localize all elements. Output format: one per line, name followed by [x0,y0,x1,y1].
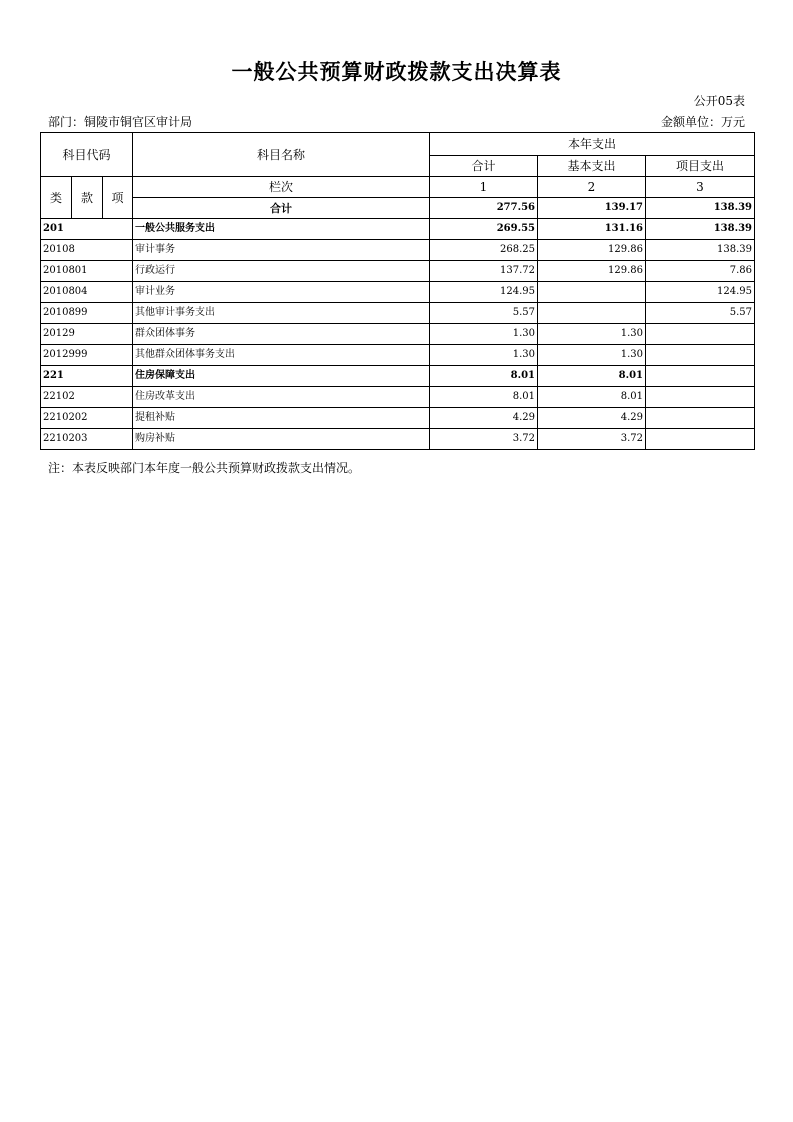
basic-cell: 8.01 [538,366,646,387]
total-row-project: 138.39 [646,198,755,219]
project-cell [646,387,755,408]
basic-cell: 131.16 [538,219,646,240]
basic-cell: 1.30 [538,345,646,366]
table-row [41,429,755,450]
subject-name-cell: 住房改革支出 [133,387,430,408]
header-row-1 [41,133,755,156]
subject-name-cell: 其他群众团体事务支出 [133,345,430,366]
total-row-label: 合计 [133,198,430,219]
total-cell: 268.25 [430,240,538,261]
subject-code-header: 科目代码 [41,133,133,177]
total-cell: 269.55 [430,219,538,240]
current-year-header: 本年支出 [430,133,755,156]
xiang-header: 项 [103,177,133,219]
basic-cell [538,303,646,324]
total-row-total: 277.56 [430,198,538,219]
total-cell: 5.57 [430,303,538,324]
subject-code-cell: 221 [41,366,133,387]
table-row [41,408,755,429]
subject-code-cell: 20129 [41,324,133,345]
basic-cell: 3.72 [538,429,646,450]
table-note: 注：本表反映部门本年度一般公共预算财政拨款支出情况。 [48,461,361,475]
department-label: 部门：铜陵市铜官区审计局 [48,115,193,129]
table-row [41,324,755,345]
table-row [41,303,755,324]
basic-cell: 8.01 [538,387,646,408]
subject-code-cell: 2010899 [41,303,133,324]
kuan-header: 款 [72,177,103,219]
total-cell: 124.95 [430,282,538,303]
table-row [41,261,755,282]
project-cell [646,345,755,366]
subject-code-cell: 2010801 [41,261,133,282]
project-cell: 138.39 [646,240,755,261]
subject-code-cell: 2012999 [41,345,133,366]
subject-name-cell: 其他审计事务支出 [133,303,430,324]
total-cell: 1.30 [430,345,538,366]
total-cell: 3.72 [430,429,538,450]
table-row [41,366,755,387]
col1-header: 1 [430,177,538,198]
table-row [41,282,755,303]
amount-unit-label: 金额单位：万元 [660,115,745,129]
table-row [41,219,755,240]
project-cell: 138.39 [646,219,755,240]
column-label-header: 栏次 [133,177,430,198]
subject-code-cell: 2210203 [41,429,133,450]
subject-code-cell: 2010804 [41,282,133,303]
page-title: 一般公共预算财政拨款支出决算表 [231,60,562,84]
total-cell: 1.30 [430,324,538,345]
project-header: 项目支出 [646,156,755,177]
project-cell [646,429,755,450]
table-row [41,345,755,366]
subject-name-cell: 行政运行 [133,261,430,282]
subject-name-cell: 提租补贴 [133,408,430,429]
basic-cell: 4.29 [538,408,646,429]
subject-name-cell: 购房补贴 [133,429,430,450]
table-row [41,387,755,408]
basic-cell: 129.86 [538,240,646,261]
project-cell: 124.95 [646,282,755,303]
header-row-3 [41,177,755,198]
subject-name-cell: 住房保障支出 [133,366,430,387]
project-cell [646,366,755,387]
basic-header: 基本支出 [538,156,646,177]
total-cell: 8.01 [430,366,538,387]
project-cell [646,408,755,429]
project-cell: 5.57 [646,303,755,324]
subject-code-cell: 2210202 [41,408,133,429]
subject-code-cell: 22102 [41,387,133,408]
total-row [41,198,755,219]
basic-cell: 129.86 [538,261,646,282]
col2-header: 2 [538,177,646,198]
total-cell: 8.01 [430,387,538,408]
basic-cell: 1.30 [538,324,646,345]
subject-name-cell: 审计事务 [133,240,430,261]
total-header: 合计 [430,156,538,177]
subject-name-cell: 群众团体事务 [133,324,430,345]
lei-header: 类 [41,177,72,219]
project-cell: 7.86 [646,261,755,282]
subject-code-cell: 201 [41,219,133,240]
project-cell [646,324,755,345]
col3-header: 3 [646,177,755,198]
subject-name-header: 科目名称 [133,133,430,177]
table-row [41,240,755,261]
total-cell: 4.29 [430,408,538,429]
subject-name-cell: 一般公共服务支出 [133,219,430,240]
subject-name-cell: 审计业务 [133,282,430,303]
total-cell: 137.72 [430,261,538,282]
form-number: 公开05表 [693,94,745,108]
expenditure-table [40,132,755,450]
total-row-basic: 139.17 [538,198,646,219]
basic-cell [538,282,646,303]
subject-code-cell: 20108 [41,240,133,261]
